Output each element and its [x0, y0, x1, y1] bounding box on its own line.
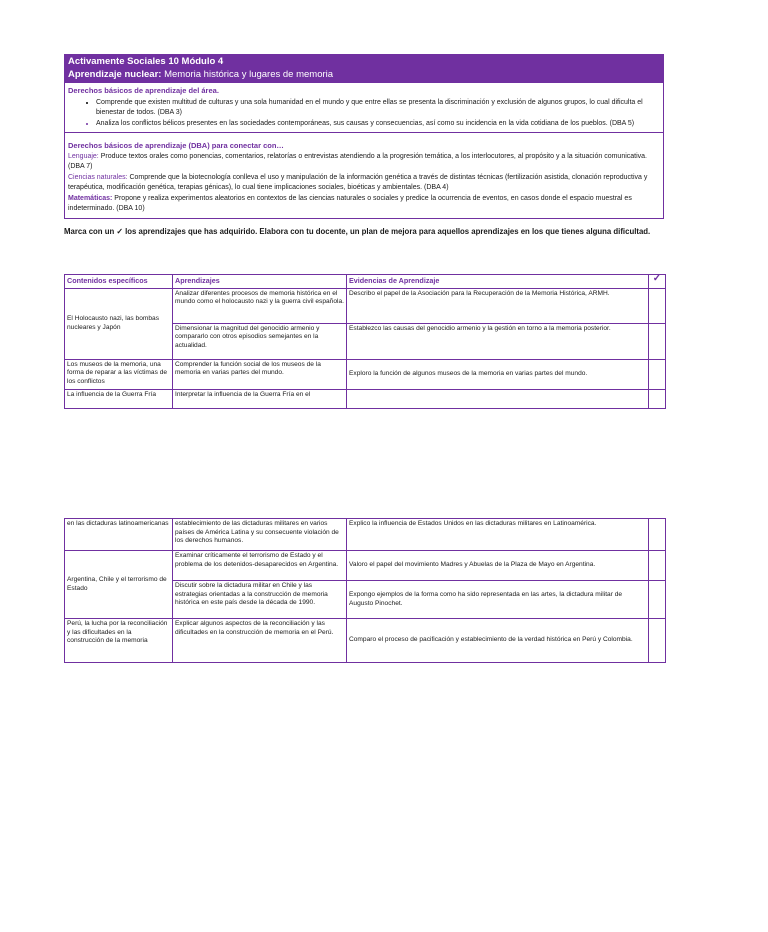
- check-cell[interactable]: [649, 288, 666, 323]
- check-cell[interactable]: [649, 323, 666, 359]
- content-cell: El Holocausto nazi, las bombas nucleares y Japón: [65, 288, 173, 359]
- col-header-contents: Contenidos específicos: [65, 275, 173, 289]
- evidence-cell: [347, 389, 649, 408]
- module-title: Activamente Sociales 10 Módulo 4: [68, 56, 224, 67]
- dba-connect-box: [64, 133, 664, 219]
- learning-cell: Interpretar la influencia de la Guerra Fría en el: [173, 389, 347, 408]
- learning-cell: Explicar algunos aspectos de la reconciliación y las dificultades en la construcción de memoria en el Perú.: [173, 619, 347, 663]
- evidence-cell: Describo el papel de la Asociación para la Recuperación de la Memoria Histórica, ARMH.: [347, 288, 649, 323]
- check-cell[interactable]: [649, 551, 666, 581]
- dba-area-list: [68, 98, 660, 130]
- evidence-cell: Comparo el proceso de pacificación y establecimiento de la verdad histórica en Perú y Colombia.: [347, 619, 649, 663]
- content-cell: Los museos de la memoria, una forma de reparar a las víctimas de los conflictos: [65, 359, 173, 389]
- col-header-learnings: Aprendizajes: [173, 275, 347, 289]
- learning-cell: Discutir sobre la dictadura militar en Chile y las estrategias orientadas a la construcción de memoria histórica en este país desde la década de 1990.: [173, 581, 347, 619]
- dba-connect-entry: Ciencias naturales: Comprende que la biotecnología conlleva el uso y manipulación de la información genética a través de distintas técnicas (fertilización asistida, clonación reproductiva y terapéutica, modificación genética, terapias génicas), lo cual tiene implicaciones sociales, bioéticas y ambientales. (DBA 4): [68, 173, 648, 191]
- table-row: [65, 519, 666, 551]
- learning-cell: establecimiento de las dictaduras militares en varios países de América Latina y su consecuente violación de los derechos humanos.: [173, 519, 347, 551]
- learning-cell: Dimensionar la magnitud del genocidio armenio y compararlo con otros episodios semejantes en la actualidad.: [173, 323, 347, 359]
- dba-area-box: [64, 83, 664, 133]
- evidence-cell: Establezco las causas del genocidio armenio y la gestión en torno a la memoria posterior.: [347, 323, 649, 359]
- nuclear-learning: [68, 68, 660, 81]
- table-header-row: [65, 275, 666, 289]
- dba-connect-entry: Lenguaje: Produce textos orales como ponencias, comentarios, relatorías o entrevistas atendiendo a la progresión temática, a los interlocutores, al propósito y a la situación comunicativa. (DBA 7): [68, 152, 648, 170]
- check-cell[interactable]: [649, 619, 666, 663]
- dba-connect-title: Derechos básicos de aprendizaje (DBA) para conectar con…: [68, 141, 284, 150]
- learning-table-continued: [64, 518, 666, 663]
- check-cell[interactable]: [649, 389, 666, 408]
- dba-area-title: Derechos básicos de aprendizaje del área.: [68, 86, 219, 95]
- check-cell[interactable]: [649, 581, 666, 619]
- content-cell: Perú, la lucha por la reconciliación y las dificultades en la construcción de la memoria: [65, 619, 173, 663]
- evidence-cell: Valoro el papel del movimiento Madres y Abuelas de la Plaza de Mayo en Argentina.: [347, 551, 649, 581]
- module-header: [64, 54, 664, 83]
- evidence-cell: Exploro la función de algunos museos de la memoria en varias partes del mundo.: [347, 359, 649, 389]
- learning-cell: Examinar críticamente el terrorismo de Estado y el problema de los detenidos-desaparecidos en Argentina.: [173, 551, 347, 581]
- learning-cell: Analizar diferentes procesos de memoria histórica en el mundo como el holocausto nazi y la guerra civil española.: [173, 288, 347, 323]
- nuclear-value: Memoria histórica y lugares de memoria: [164, 69, 334, 80]
- dba-connect-entry: Matemáticas: Propone y realiza experimentos aleatorios en contextos de las ciencias naturales o sociales y predice la ocurrencia de eventos, en casos donde el espacio muestral es indeterminado. (DBA 10): [68, 194, 632, 212]
- check-cell[interactable]: [649, 519, 666, 551]
- learning-cell: Comprender la función social de los museos de la memoria en varias partes del mundo.: [173, 359, 347, 389]
- check-cell[interactable]: [649, 359, 666, 389]
- col-header-evidence: Evidencias de Aprendizaje: [347, 275, 649, 289]
- col-header-check: ✓: [649, 275, 666, 289]
- content-cell: en las dictaduras latinoamericanas: [65, 519, 173, 551]
- content-cell: La influencia de la Guerra Fría: [65, 389, 173, 408]
- document-page: [64, 54, 664, 237]
- learning-table: [64, 274, 666, 409]
- table-row: [65, 288, 666, 323]
- table-row: [65, 619, 666, 663]
- evidence-cell: Expongo ejemplos de la forma como ha sido representada en las artes, la dictadura militar de Augusto Pinochet.: [347, 581, 649, 619]
- table-row: [65, 389, 666, 408]
- content-cell: Argentina, Chile y el terrorismo de Estado: [65, 551, 173, 619]
- instruction-text: Marca con un ✓ los aprendizajes que has adquirido. Elabora con tu docente, un plan de mejora para aquellos aprendizajes en los que tienes alguna dificultad.: [64, 226, 651, 236]
- table-row: [65, 359, 666, 389]
- nuclear-label: Aprendizaje nuclear:: [68, 69, 162, 80]
- dba-area-item: • Comprende que existen multitud de culturas y una sola humanidad en el mundo y que entre ellas se presenta la discriminación y exclusión de algunos grupos, lo cual dificulta el bienestar de todos. (DBA 3): [96, 98, 660, 119]
- dba-area-item: • Analiza los conflictos bélicos presentes en las sociedades contemporáneas, sus causas y consecuencias, así como su incidencia en la vida cotidiana de los pueblos. (DBA 5): [96, 119, 660, 130]
- table-row: [65, 551, 666, 581]
- evidence-cell: Explico la influencia de Estados Unidos en las dictaduras militares en Latinoamérica.: [347, 519, 649, 551]
